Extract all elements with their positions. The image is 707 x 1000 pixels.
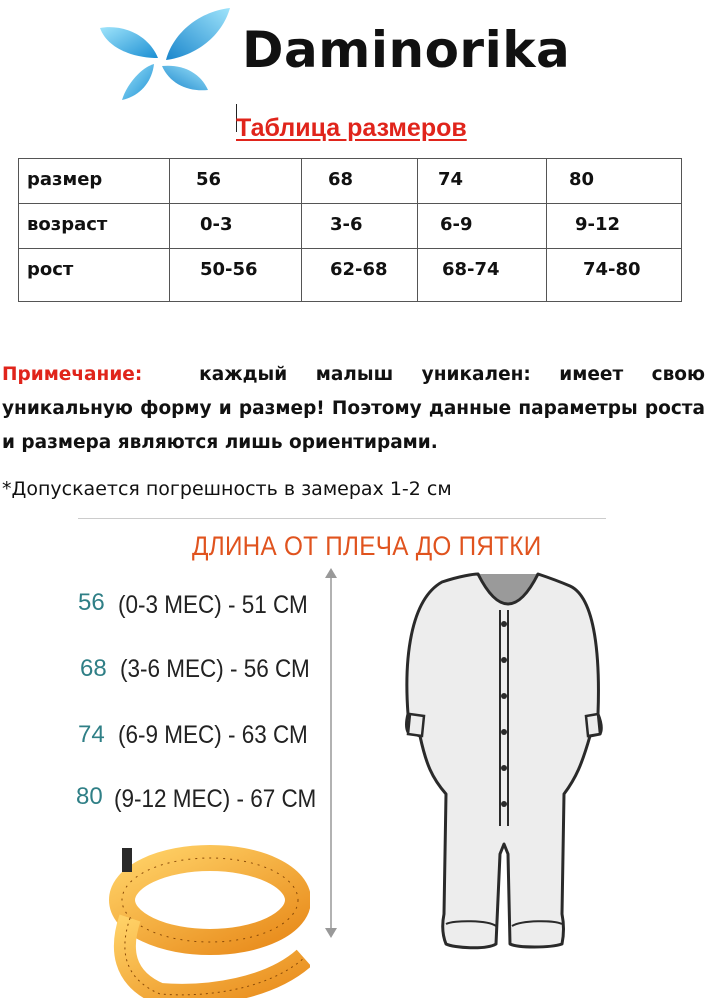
table-cell: 74 [438,169,464,190]
length-title: ДЛИНА ОТ ПЛЕЧА ДО ПЯТКИ [192,531,542,561]
note-paragraph [2,358,705,460]
measure-size: 74 [78,721,105,748]
romper-icon [350,564,670,999]
measure-desc: (0-3 МЕС) - 51 СМ [118,591,308,619]
brand-name: Daminorika [242,21,571,79]
table-row [19,249,682,302]
size-table-title: Таблица размеров [236,114,467,142]
measuring-tape-icon [100,838,310,998]
table-cell: 68-74 [442,259,500,280]
note-label: Примечание: [2,364,143,385]
table-cell: 9-12 [575,214,621,235]
measure-size: 80 [76,783,103,810]
table-cell: 56 [196,169,222,190]
table-cell: 74-80 [583,259,641,280]
row-label: размер [27,169,103,190]
measure-desc: (3-6 МЕС) - 56 СМ [120,655,310,683]
table-cell: 62-68 [330,259,388,280]
butterfly-icon [96,6,232,102]
measure-desc: (9-12 МЕС) - 67 СМ [114,785,317,813]
table-cell: 3-6 [330,214,363,235]
table-cell: 6-9 [440,214,473,235]
table-row [19,159,682,204]
tolerance-note: *Допускается погрешность в замерах 1-2 см [2,478,452,500]
size-table [18,158,682,302]
divider [78,518,606,519]
measure-desc: (6-9 МЕС) - 63 СМ [118,721,308,749]
table-cell: 80 [569,169,595,190]
row-label: рост [27,259,74,280]
table-cell: 0-3 [200,214,233,235]
note-text: каждый малыш уникален: имеет свою уникальную форму и размер! Поэтому данные параметры роста и размера являются лишь ориентирами. [2,364,705,453]
measure-size: 56 [78,589,105,616]
row-label: возраст [27,214,108,235]
table-row [19,204,682,249]
measure-size: 68 [80,655,107,682]
measure-arrow-icon [318,564,344,942]
table-cell: 50-56 [200,259,258,280]
table-cell: 68 [328,169,354,190]
